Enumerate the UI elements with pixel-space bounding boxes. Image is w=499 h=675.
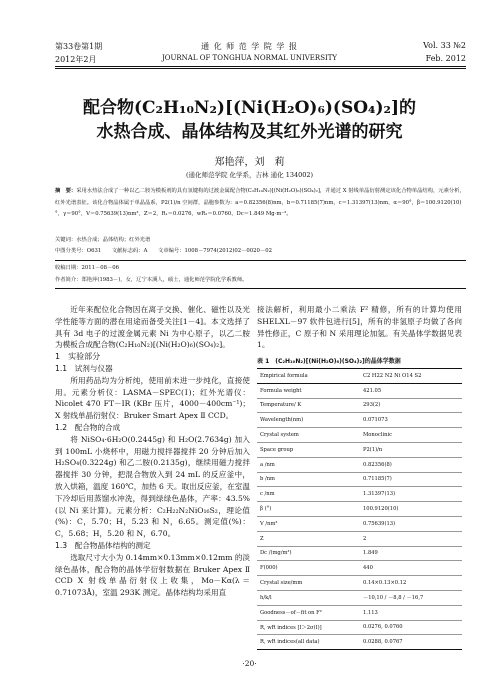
header-rule bbox=[55, 66, 466, 67]
table-cell-parameter: Empirical formula bbox=[257, 369, 360, 384]
paragraph-synthesis: 将 NiSO₄·6H₂O(0.2445g) 和 H₂O(2.7634g) 加入到 100mL 小烧杯中，用磁力搅拌器搅拌 20 分钟后加入 H₂SO₄(0.3224g) 和乙二胺(0.2135g)，继续用磁力搅拌器搅拌 30 分钟，把混合物放入到 24 mL 的反应釜中，放入烘箱，温度 160℃，加热 6 天。取出反应釜，在室温下冷却后用蒸馏水冲洗，得到绿绿色晶体，产率：43.5%(以 Ni 来计算)。元素分析：C₂H₂₂N₂NiO₁₆S₂，理论值(%)：C，5.70；H，5.23 和 N，6.65。测定值(%)：C，5.68；H，5.20 和 N，6.70。 bbox=[55, 434, 250, 539]
paragraph-crystal: 选取尺寸大小为 0.14mm×0.13mm×0.12mm 的淡绿色晶体，配合物的晶体学衍射数据在 Bruker Apex Ⅱ CCD X 射线单晶衍射仪上收集，Mo－Kα(λ＝0.71073Å)，室温 293K 测定。晶体结构均采用直 bbox=[55, 552, 251, 598]
table-row bbox=[257, 457, 462, 472]
crystal-data-table bbox=[257, 368, 462, 650]
table-cell-parameter: b /nm bbox=[257, 472, 360, 487]
table-cell-parameter: h/k/l bbox=[257, 590, 360, 605]
section-heading-1-3: 1.3 配合物晶体结构的测定 bbox=[55, 540, 151, 550]
table-cell-parameter: a /nm bbox=[257, 457, 360, 472]
table-cell-parameter: Goodness－of－fit on F² bbox=[257, 605, 360, 620]
table-row bbox=[257, 546, 462, 561]
section-heading-1-2: 1.2 配合物的合成 bbox=[55, 422, 121, 432]
keywords: 关键词：水热合成；晶体结构；红外光谱 bbox=[55, 237, 151, 243]
table-cell-parameter: Crystal system bbox=[257, 428, 360, 443]
section-heading-1: 1 实验部分 bbox=[55, 352, 101, 362]
header-rule-2 bbox=[55, 68, 466, 69]
authors: 郑艳萍，刘 莉 bbox=[214, 157, 285, 168]
table-cell-value: 1.113 bbox=[360, 605, 462, 620]
classification: 中图分类号：O631 文献标志码：A 文章编号：1008－7974(2012)02－0020－02 bbox=[55, 248, 272, 254]
table-cell-parameter: c /nm bbox=[257, 487, 360, 502]
table-row bbox=[257, 383, 462, 398]
affiliation: (通化师范学院 化学系，吉林 通化 134002) bbox=[185, 171, 314, 179]
table-row bbox=[257, 487, 462, 502]
table-cell-parameter: Space group bbox=[257, 442, 360, 457]
date-en: Feb. 2012 bbox=[425, 54, 466, 63]
publication-date: 2012年2月 bbox=[55, 55, 97, 64]
table-row bbox=[257, 428, 462, 443]
right-paragraph: 接法解析，利用最小二乘法 F² 精修，所有的计算均使用 SHELXL－97 软件包进行[5]，所有的非氢原子均做了各向异性修正，C 原子和 N 采用理论加氢。有关晶体学数据见表 1。 bbox=[257, 305, 462, 350]
table-row bbox=[257, 369, 462, 384]
table-cell-value: 0.14×0.13×0.12 bbox=[360, 576, 462, 591]
abstract-label: 摘 要： bbox=[55, 188, 77, 194]
table-cell-value: 0.0288, 0.0767 bbox=[360, 635, 462, 650]
table-cell-parameter: Z bbox=[257, 531, 360, 546]
meta-rule-2 bbox=[55, 288, 466, 289]
table-cell-parameter: Wavelength(nm) bbox=[257, 413, 360, 428]
paragraph-reagents: 所用药品均为分析纯，使用前未进一步纯化，直接使用。元素分析仪：LASMA－SPEC(Ⅰ)；红外光谱仪：Nicolet 470 FT－IR (KBr 压片，4000－400cm⁻¹)；X 射线单晶衍射仪：Bruker Smart Apex Ⅱ CCD。 bbox=[55, 375, 250, 421]
table-cell-parameter: β (°) bbox=[257, 502, 360, 517]
paper-title-line2: 水热合成、晶体结构及其红外光谱的研究 bbox=[96, 122, 403, 142]
table-cell-value: 293(2) bbox=[360, 398, 462, 413]
table-cell-value: Monoclinic bbox=[360, 428, 462, 443]
table-cell-value: 0.0276, 0.0760 bbox=[360, 620, 462, 635]
table-row bbox=[257, 442, 462, 457]
volume-en: Vol. 33 №2 bbox=[423, 41, 466, 50]
table-cell-parameter: V /nm³ bbox=[257, 516, 360, 531]
section-heading-1-1: 1.1 试剂与仪器 bbox=[55, 363, 113, 373]
journal-name-cn: 通 化 师 范 学 院 学 报 bbox=[201, 42, 298, 51]
table-cell-value: 100.9120(10) bbox=[360, 502, 462, 517]
table-row bbox=[257, 502, 462, 517]
table-cell-value: C2 H22 N2 Ni O14 S2 bbox=[360, 369, 462, 384]
paper-title-line1: 配合物(C₂H₁₀N₂)[(Ni(H₂O)₆)(SO₄)₂]的 bbox=[82, 98, 417, 118]
table-cell-parameter: Crystal size/mm bbox=[257, 576, 360, 591]
table-row bbox=[257, 398, 462, 413]
table-cell-value: 0.71185(7) bbox=[360, 472, 462, 487]
table-cell-parameter: Formula weight bbox=[257, 383, 360, 398]
page-number: ·20· bbox=[242, 659, 257, 668]
table-row bbox=[257, 635, 462, 650]
table-cell-parameter: Temperature/ K bbox=[257, 398, 360, 413]
meta-rule bbox=[55, 260, 466, 261]
table-cell-value: 1.849 bbox=[360, 546, 462, 561]
journal-name-en: JOURNAL OF TONGHUA NORMAL UNIVERSITY bbox=[161, 54, 338, 62]
table-row bbox=[257, 516, 462, 531]
table-cell-value: －10,10 / －8,8 / －16,7 bbox=[360, 590, 462, 605]
table-row bbox=[257, 472, 462, 487]
table-cell-value: P2(1)/n bbox=[360, 442, 462, 457]
table-row bbox=[257, 605, 462, 620]
table-cell-value: 421.05 bbox=[360, 383, 462, 398]
table-row bbox=[257, 620, 462, 635]
intro-paragraph: 近年来配位化合物因在离子交换、催化、磁性以及光学性能等方面的潜在用途而备受关注[1－4]。本文选择了具有 3d 电子的过渡金属元素 Ni 为中心原子，以乙二胺为模板合成配合物(C₂H₁₀N₂)[(Ni(H₂O)₆)(SO₄)₂]。 bbox=[55, 305, 250, 350]
table-cell-parameter: F(000) bbox=[257, 561, 360, 576]
table-cell-value: 2 bbox=[360, 531, 462, 546]
table-caption: 表 1 (C₂H₁₀N₂)[(Ni(H₂O)₆)(SO₄)₂]的晶体学数据 bbox=[257, 358, 401, 365]
table-row bbox=[257, 413, 462, 428]
abstract-text: 采用水热法合成了一种以乙二胺为模板剂的具有氢键构的过渡金属配合物(C₂H₁₀N₂)[(Ni(H₂O)₆)(SO₄)₂]，并通过 X 射线单晶衍射测定该化合物单晶结构，元素分析，红外光谱表征。该化合物晶体属于单晶晶系，P2(1)/n 空间群，晶胞参数为：a＝0.82356(8)nm，b＝0.71185(7)nm，c＝1.31397(13)nm，α＝90°，β＝100.9120(10)°，γ＝90°，V＝0.75639(13)nm³，Z＝2，R₁＝0.0276，wR₂＝0.0760，Dc＝1.849 Mg·m⁻³。 bbox=[55, 188, 465, 218]
abstract bbox=[55, 186, 466, 221]
table-cell-value: 0.82356(8) bbox=[360, 457, 462, 472]
table-cell-value: 0.75639(13) bbox=[360, 516, 462, 531]
table-cell-value: 440 bbox=[360, 561, 462, 576]
left-column bbox=[55, 304, 250, 599]
table-cell-value: 0.071073 bbox=[360, 413, 462, 428]
table-row bbox=[257, 590, 462, 605]
table-cell-parameter: R, wR indices [I＞2σ(I)] bbox=[257, 620, 360, 635]
author-bio: 作者简介：郑艳萍(1983－)，女，辽宁本溪人，硕士，通化师范学院化学系教师。 bbox=[55, 277, 248, 283]
table-cell-parameter: Dc /(mg/m³) bbox=[257, 546, 360, 561]
volume-issue: 第33卷第1期 bbox=[55, 42, 103, 51]
table-cell-parameter: R, wR indices(all data) bbox=[257, 635, 360, 650]
received-date: 收稿日期：2011－08－06 bbox=[55, 265, 120, 271]
table-row bbox=[257, 576, 462, 591]
table-row bbox=[257, 561, 462, 576]
table-row bbox=[257, 531, 462, 546]
table-cell-value: 1.31397(13) bbox=[360, 487, 462, 502]
